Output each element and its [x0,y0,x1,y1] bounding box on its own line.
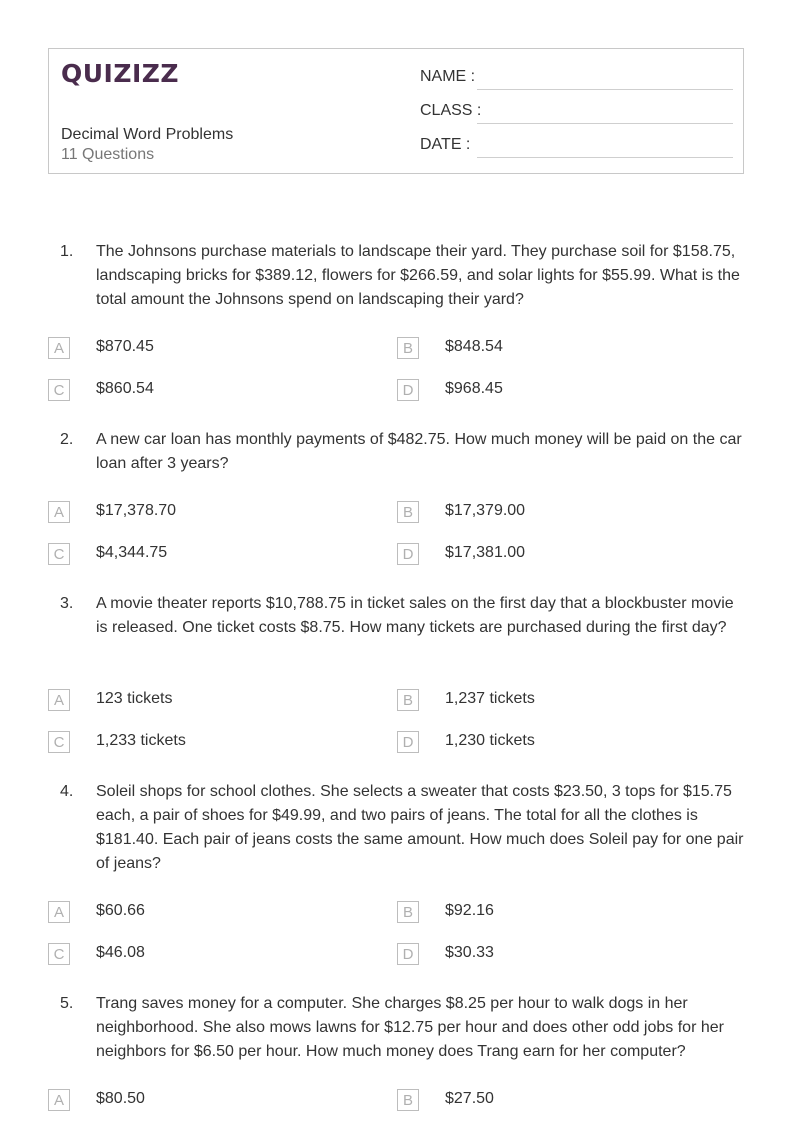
option-text: $60.66 [96,902,145,919]
option-letter-box: D [397,943,419,965]
question-text: Trang saves money for a computer. She charges $8.25 per hour to walk dogs in her neighborhood. She also mows lawns for $12.75 per hour and does other odd jobs for her neighbors for $6.50 per hour. How much money does Trang earn for her computer? [96,995,724,1060]
option-text: $30.33 [445,944,494,961]
option-text: $870.45 [96,338,154,355]
option-letter-box: D [397,543,419,565]
worksheet-title: Decimal Word Problems [61,126,234,143]
class-label: CLASS : [420,102,482,119]
worksheet-header [48,48,744,174]
option-text: $17,381.00 [445,544,526,561]
option-letter-box: A [48,501,70,523]
question-number: 1. [60,243,74,260]
option-letter-box: B [397,337,419,359]
option-text: 123 tickets [96,690,173,707]
question-text: The Johnsons purchase materials to landscape their yard. They purchase soil for $158.75, landscaping bricks for $389.12, flowers for $266.59, and solar lights for $55.99. What is the total amount the Johnsons spend on landscaping their yard? [96,243,740,308]
class-field[interactable] [477,123,733,124]
quizizz-logo: QUIZIZZ [61,59,180,88]
option-letter-box: C [48,943,70,965]
option-letter-box: D [397,379,419,401]
option-text: 1,233 tickets [96,732,186,749]
option-letter-box: B [397,501,419,523]
option-letter-box: C [48,379,70,401]
question-text: A new car loan has monthly payments of $482.75. How much money will be paid on the car loan after 3 years? [96,431,742,472]
question-number: 4. [60,783,74,800]
date-label: DATE : [420,136,471,153]
option-text: $80.50 [96,1090,145,1107]
option-text: 1,230 tickets [445,732,535,749]
option-text: $848.54 [445,338,503,355]
option-letter-box: B [397,689,419,711]
option-letter-box: A [48,689,70,711]
option-letter-box: C [48,543,70,565]
option-text: $27.50 [445,1090,494,1107]
option-text: $860.54 [96,380,154,397]
option-text: $4,344.75 [96,544,168,561]
question-text: Soleil shops for school clothes. She selects a sweater that costs $23.50, 3 tops for $15.75 each, a pair of shoes for $49.99, and two pairs of jeans. The total for all the clothes is $181.40. Each pair of jeans costs the same amount. How much does Soleil pay for one pair of jeans? [96,783,744,872]
option-text: $92.16 [445,902,494,919]
option-letter-box: A [48,337,70,359]
name-field[interactable] [477,89,733,90]
question-number: 2. [60,431,74,448]
question-number: 5. [60,995,74,1012]
question-text: A movie theater reports $10,788.75 in ticket sales on the first day that a blockbuster movie is released. One ticket costs $8.75. How many tickets are purchased during the first day? [96,595,734,636]
option-text: $17,378.70 [96,502,177,519]
option-text: $968.45 [445,380,503,397]
date-field[interactable] [477,157,733,158]
option-letter-box: B [397,1089,419,1111]
question-number: 3. [60,595,74,612]
option-letter-box: B [397,901,419,923]
option-letter-box: A [48,901,70,923]
option-letter-box: A [48,1089,70,1111]
option-text: $46.08 [96,944,145,961]
option-text: 1,237 tickets [445,690,535,707]
question-count: 11 Questions [61,146,155,163]
option-letter-box: C [48,731,70,753]
option-letter-box: D [397,731,419,753]
option-text: $17,379.00 [445,502,526,519]
name-label: NAME : [420,68,476,85]
